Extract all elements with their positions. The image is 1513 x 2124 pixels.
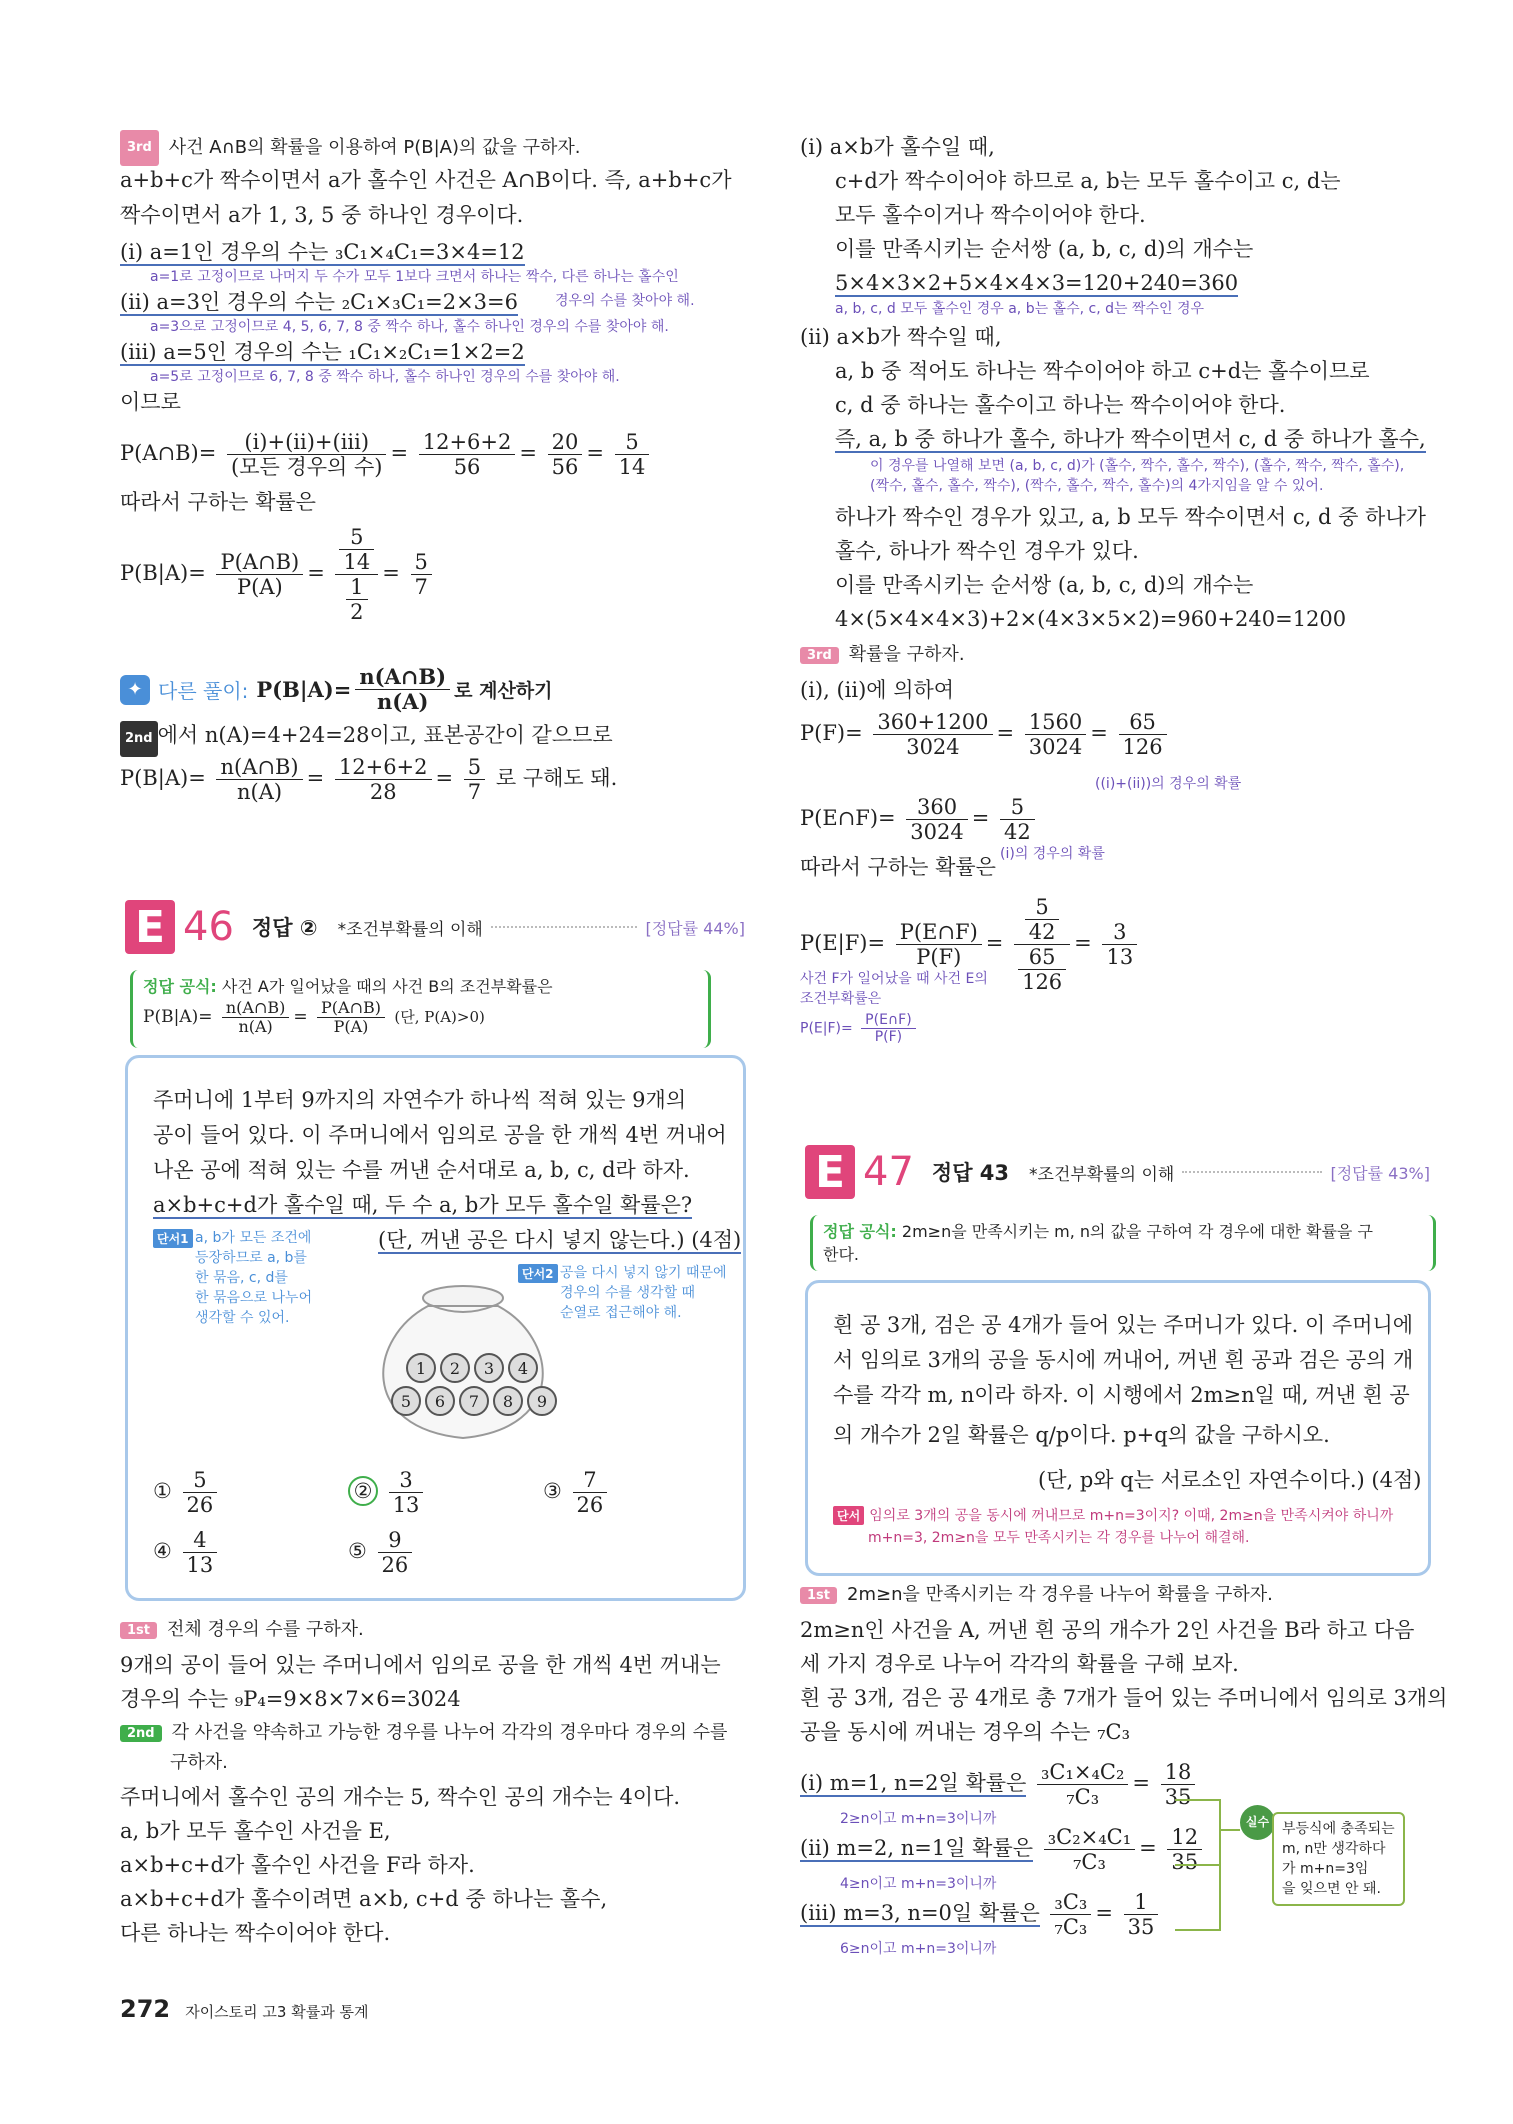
- denominator: [1014, 945, 1070, 994]
- fraction: [464, 755, 485, 804]
- hint-line: 임의로 3개의 공을 동시에 꺼내므로 m+n=3이지? 이때, 2m≥n을 만족시켜야 하니까: [869, 1508, 1394, 1524]
- bracket-connector: [1175, 1790, 1245, 1940]
- fraction: [1050, 1890, 1091, 1939]
- choice-5[interactable]: [348, 1528, 416, 1577]
- paragraph: a+b+c가 짝수이면서 a가 홀수인 사건은 A∩B이다. 즉, a+b+c가: [120, 168, 732, 192]
- equation-line: [835, 266, 1238, 300]
- paragraph: 주머니에서 홀수인 공의 개수는 5, 짝수인 공의 개수는 4이다.: [120, 1785, 681, 1809]
- formula-box: [810, 1215, 1436, 1271]
- fraction: [183, 1468, 218, 1517]
- paragraph: 따라서 구하는 확률은: [800, 855, 996, 879]
- key-text: 즉, a, b 중 하나가 홀수, 하나가 짝수이면서 c, d 중 하나가 홀수,: [835, 427, 1426, 451]
- denominator: 7: [467, 780, 482, 804]
- fraction: [335, 755, 432, 804]
- numerator: 1560: [1025, 710, 1086, 735]
- fraction: [227, 430, 386, 479]
- denominator: n(A): [237, 780, 283, 804]
- fraction: [1102, 920, 1137, 969]
- fraction: [378, 1528, 413, 1577]
- mistake-line: 을 잊으면 안 돼.: [1282, 1881, 1381, 1897]
- paragraph: (i), (ii)에 의하여: [800, 678, 955, 702]
- denominator: 13: [186, 1553, 214, 1577]
- step-badge: 3rd: [120, 130, 159, 166]
- numerator: 3: [389, 1468, 424, 1493]
- fraction: [1018, 945, 1066, 994]
- equation-pab: P(A∩B)= $\frac{\text{(i)+(ii)+(iii)}}{\text{(모든 경우의 수)}}$ = $\frac{12+6+2}{56}$ = $\frac{20}{56}$ = $\frac{5}{14}$: [120, 430, 653, 479]
- step-badge: 1st: [800, 1587, 837, 1604]
- numerator: 20: [548, 430, 583, 455]
- eq-lhs: P(E|F)=: [800, 1020, 853, 1037]
- problem-letter: E: [125, 900, 175, 954]
- case-text: (iii) m=3, n=0일 확률은: [800, 1901, 1040, 1925]
- fraction: [573, 1468, 608, 1517]
- paragraph: [835, 422, 1426, 456]
- step-title: 확률을 구하자.: [848, 644, 965, 665]
- numerator: 5: [339, 525, 374, 550]
- fraction: [1044, 1825, 1135, 1874]
- fraction: [355, 665, 450, 714]
- eq-lhs: P(E∩F)=: [800, 806, 896, 830]
- fraction: [1124, 1890, 1159, 1939]
- fraction: [346, 575, 367, 624]
- note: 2≥n이고 m+n=3이니까: [840, 1811, 997, 1827]
- paragraph: 모두 홀수이거나 짝수이어야 한다.: [835, 203, 1146, 227]
- fraction: [873, 710, 992, 759]
- formula-line1: [143, 974, 698, 997]
- ball: 9: [527, 1386, 557, 1416]
- paragraph: 4×(5×4×4×3)+2×(4×3×5×2)=960+240=1200: [835, 607, 1347, 631]
- choice-number: ⑤: [348, 1539, 367, 1563]
- numerator: 1: [1124, 1890, 1159, 1915]
- fraction: [1025, 710, 1086, 759]
- alt-title-rhs: 로 계산하기: [454, 680, 553, 702]
- dotted-leader: [491, 926, 638, 928]
- denominator: n(A): [377, 689, 429, 714]
- fraction: [1037, 1760, 1128, 1809]
- case-line: [120, 285, 518, 319]
- choice-2[interactable]: [348, 1468, 427, 1517]
- numerator: n(A∩B): [355, 665, 450, 690]
- problem-46-header: [125, 900, 745, 954]
- paragraph: c+d가 짝수이어야 하므로 a, b는 모두 홀수이고 c, d는: [835, 169, 1341, 193]
- choice-1[interactable]: [153, 1468, 221, 1517]
- numerator: (i)+(ii)+(iii): [227, 430, 386, 455]
- step1-heading: [800, 1580, 1273, 1606]
- numerator: n(A∩B): [222, 999, 290, 1018]
- numerator: 5: [615, 430, 650, 455]
- case-text: (i) a=1인 경우의 수는 ₃C₁×₄C₁=3×4=12: [120, 240, 525, 264]
- fraction: [906, 795, 967, 844]
- denominator: P(F): [874, 1029, 903, 1045]
- numerator: 5: [1025, 895, 1060, 920]
- eq-lhs: P(F)=: [800, 721, 863, 745]
- note: (짝수, 홀수, 홀수, 짝수), (짝수, 홀수, 짝수, 홀수)의 4가지임을 알 수 있어.: [870, 478, 1324, 494]
- ball: 3: [474, 1353, 504, 1383]
- fraction: [1000, 795, 1035, 844]
- hint-tag: 단서: [833, 1506, 864, 1525]
- paragraph: a, b 중 적어도 하나는 짝수이어야 하고 c+d는 홀수이므로: [835, 359, 1370, 383]
- book-title: 자이스토리 고3 확률과 통계: [185, 2003, 369, 2021]
- ball: 1: [406, 1353, 436, 1383]
- eq-lhs: P(E|F)=: [800, 931, 886, 955]
- hint-line: 한 묶음, c, d를: [195, 1270, 288, 1286]
- formula-line2: P(B|A)= $\frac{n(A\cap B)}{n(A)}$ = $\frac{P(A\cap B)}{P(A)}$ (단, P(A)>0): [143, 998, 485, 1036]
- alt-text-line: [120, 718, 613, 757]
- choice-4[interactable]: [153, 1528, 221, 1577]
- correct-rate: [정답률 43%]: [1330, 1163, 1430, 1183]
- denominator: 26: [381, 1553, 409, 1577]
- formula-text-cont: 한다.: [823, 1245, 859, 1264]
- answer: 정답 43: [931, 1161, 1010, 1185]
- step-title: 사건 A∩B의 확률을 이용하여 P(B|A)의 값을 구하자.: [168, 137, 581, 158]
- note: 조건부확률은: [800, 991, 882, 1007]
- note: 4≥n이고 m+n=3이니까: [840, 1876, 997, 1892]
- question-line: 의 개수가 2일 확률은 q/p이다. p+q의 값을 구하시오.: [833, 1423, 1330, 1447]
- hint-line: a, b가 모든 조건에: [195, 1230, 312, 1246]
- numerator: 12: [1167, 1825, 1202, 1850]
- denominator: ₇C₃: [1072, 1850, 1106, 1874]
- case-line: (ii) m=2, n=1일 확률은 $\frac{\text{₃C₂×₄C₁}}{\text{₇C₃}}$ = $\frac{12}{35}$: [800, 1825, 1206, 1874]
- ball: 6: [425, 1386, 455, 1416]
- denominator: ₇C₃: [1054, 1915, 1088, 1939]
- eq-lhs: P(A∩B)=: [120, 441, 217, 465]
- formula-condition: (단, P(A)>0): [394, 1008, 485, 1026]
- mistake-note: [1272, 1812, 1405, 1906]
- fraction: [861, 1012, 916, 1045]
- denominator: 2: [350, 600, 364, 624]
- note: 이 경우를 나열해 보면 (a, b, c, d)가 (홀수, 짝수, 홀수, 짝수), (홀수, 짝수, 짝수, 홀수),: [870, 458, 1405, 474]
- numerator: ₃C₃: [1050, 1890, 1091, 1915]
- case-line: [120, 335, 525, 369]
- hint-line: 한 묶음으로 나누어: [195, 1290, 313, 1306]
- balls-row-1: [406, 1353, 538, 1383]
- alt-solution-heading: [120, 665, 553, 714]
- question-condition: (단, 꺼낸 공은 다시 넣지 않는다.) (4점): [378, 1228, 742, 1252]
- denominator: 126: [1022, 970, 1063, 994]
- denominator: 42: [1028, 920, 1056, 944]
- puzzle-icon: ✦: [120, 675, 150, 705]
- denominator: 35: [1171, 1850, 1199, 1874]
- denominator: 3024: [910, 820, 964, 844]
- formula-label: 정답 공식:: [143, 977, 217, 996]
- note: 사건 F가 일어났을 때 사건 E의: [800, 971, 988, 987]
- choice-number: ①: [153, 1479, 172, 1503]
- step1-heading: [120, 1615, 364, 1641]
- question-line: 나온 공에 적혀 있는 수를 꺼낸 순서대로 a, b, c, d라 하자.: [153, 1158, 690, 1182]
- fraction: [216, 755, 302, 804]
- numerator: [1014, 895, 1070, 945]
- question-line: 서 임의로 3개의 공을 동시에 꺼내어, 꺼낸 흰 공과 검은 공의 개: [833, 1348, 1414, 1372]
- denominator: 126: [1122, 735, 1163, 759]
- paragraph: 홀수, 하나가 짝수인 경우가 있다.: [835, 539, 1139, 563]
- paragraph: 세 가지 경우로 나누어 각각의 확률을 구해 보자.: [800, 1652, 1239, 1676]
- formula-line1: [823, 1219, 1423, 1242]
- note: ((i)+(ii))의 경우의 확률: [1095, 776, 1242, 792]
- topic: *조건부확률의 이해: [1029, 1164, 1175, 1185]
- question-line: 공이 들어 있다. 이 주머니에서 임의로 공을 한 개씩 4번 꺼내어: [153, 1123, 727, 1147]
- question-line: [153, 1188, 692, 1222]
- hint-line: 순열로 접근해야 해.: [560, 1305, 682, 1321]
- step3-heading: [120, 130, 581, 166]
- denominator: 13: [1106, 945, 1134, 969]
- case-note: a=3으로 고정이므로 4, 5, 6, 7, 8 중 짝수 하나, 홀수 하나인 경우의 수를 찾아야 해.: [150, 319, 669, 335]
- question-box-46: [125, 1055, 746, 1601]
- case-text: (iii) a=5인 경우의 수는 ₁C₁×₂C₁=1×2=2: [120, 340, 525, 364]
- denominator: 56: [453, 455, 481, 479]
- paragraph: a×b+c+d가 홀수인 사건을 F라 하자.: [120, 1853, 475, 1877]
- problem-letter: E: [805, 1145, 855, 1199]
- problem-number: 46: [183, 904, 234, 950]
- mistake-line: 부등식에 충족되는: [1282, 1821, 1395, 1837]
- eq-lhs: P(B|A)=: [143, 1007, 213, 1027]
- paragraph: a×b+c+d가 홀수이려면 a×b, c+d 중 하나는 홀수,: [120, 1887, 608, 1911]
- compound-fraction: [1014, 895, 1070, 994]
- ball: 8: [493, 1386, 523, 1416]
- paragraph: a, b가 모두 홀수인 사건을 E,: [120, 1819, 391, 1843]
- paragraph: 다른 하나는 짝수이어야 한다.: [120, 1921, 391, 1945]
- case-note: a=5로 고정이므로 6, 7, 8 중 짝수 하나, 홀수 하나인 경우의 수를 찾아야 해.: [150, 369, 620, 385]
- case-text: (ii) a=3인 경우의 수는 ₂C₁×₃C₁=2×3=6: [120, 290, 518, 314]
- denominator: 26: [186, 1493, 214, 1517]
- formula-label: 정답 공식:: [823, 1222, 897, 1241]
- step-title-cont: 구하자.: [170, 1752, 228, 1773]
- numerator: 9: [378, 1528, 413, 1553]
- case-note: a=1로 고정이므로 나머지 두 수가 모두 1보다 크면서 하나는 짝수, 다른 하나는 홀수인: [150, 269, 679, 285]
- denominator: n(A): [238, 1017, 273, 1036]
- numerator: ₃C₂×₄C₁: [1044, 1825, 1135, 1850]
- eq-lhs: P(B|A)=: [120, 561, 206, 585]
- formula-text: 사건 A가 일어났을 때의 사건 B의 조건부확률은: [221, 977, 553, 996]
- numerator: 5: [411, 550, 432, 575]
- fraction: [419, 430, 516, 479]
- numerator: 360: [906, 795, 967, 820]
- numerator: 1: [346, 575, 367, 600]
- correct-rate: [정답률 44%]: [645, 918, 745, 938]
- fraction: [183, 1528, 218, 1577]
- step-title: 각 사건을 약속하고 가능한 경우를 나누어 각각의 경우마다 경우의 수를: [171, 1722, 728, 1743]
- formula-box: [130, 970, 711, 1048]
- paragraph: 짝수이면서 a가 1, 3, 5 중 하나인 경우이다.: [120, 203, 524, 227]
- numerator: 5: [464, 755, 485, 780]
- paragraph: 흰 공 3개, 검은 공 4개로 총 7개가 들어 있는 주머니에서 임의로 3개의: [800, 1686, 1448, 1710]
- denominator: 3024: [906, 735, 960, 759]
- note-formula: [800, 1012, 920, 1045]
- fraction: [548, 430, 583, 479]
- compound-fraction: [335, 525, 378, 624]
- equation-alt: P(B|A)= $\frac{n(A\cap B)}{n(A)}$ = $\frac{12+6+2}{28}$ = $\frac{5}{7}$ 로 구해도 돼.: [120, 755, 618, 804]
- hint-1: [153, 1228, 313, 1326]
- formula-text: 2m≥n을 만족시키는 m, n의 값을 구하여 각 경우에 대한 확률을 구: [901, 1222, 1373, 1241]
- fraction: [1025, 895, 1060, 944]
- numerator: 12+6+2: [335, 755, 432, 780]
- paragraph: c, d 중 하나는 홀수이고 하나는 짝수이어야 한다.: [835, 393, 1286, 417]
- numerator: 18: [1161, 1760, 1196, 1785]
- fraction: [1119, 710, 1167, 759]
- denominator: ₇C₃: [1066, 1785, 1100, 1809]
- step-title: 2m≥n을 만족시키는 각 경우를 나누어 확률을 구하자.: [847, 1584, 1273, 1605]
- fraction: [317, 999, 385, 1036]
- fraction: [339, 525, 374, 574]
- fraction: [222, 999, 290, 1036]
- paragraph: 하나가 짝수인 경우가 있고, a, b 모두 짝수이면서 c, d 중 하나가: [835, 505, 1426, 529]
- case-line: [120, 235, 525, 269]
- fraction: [216, 550, 303, 599]
- step-badge: 3rd: [800, 647, 839, 664]
- denominator: 3024: [1028, 735, 1083, 759]
- hint-text-block: [195, 1228, 312, 1328]
- case-text: (ii) m=2, n=1일 확률은: [800, 1836, 1034, 1860]
- choice-3[interactable]: [543, 1468, 611, 1517]
- numerator: 12+6+2: [419, 430, 516, 455]
- numerator: ₃C₁×₄C₂: [1037, 1760, 1128, 1785]
- paragraph: 9개의 공이 들어 있는 주머니에서 임의로 공을 한 개씩 4번 꺼내는: [120, 1653, 721, 1677]
- numerator: [335, 525, 378, 575]
- numerator: P(A∩B): [317, 999, 385, 1018]
- denominator: 14: [618, 455, 646, 479]
- problem-47-header: [805, 1145, 1430, 1199]
- note: 6≥n이고 m+n=3이니까: [840, 1941, 997, 1957]
- question-line: [378, 1223, 741, 1257]
- case-line: (iii) m=3, n=0일 확률은 $\frac{\text{₃C₃}}{\text{₇C₃}}$ = $\frac{1}{35}$: [800, 1890, 1162, 1939]
- mistake-badge: 실수: [1240, 1805, 1275, 1840]
- question-key-text: a×b+c+d가 홀수일 때, 두 수 a, b가 모두 홀수일 확률은?: [153, 1193, 693, 1217]
- paragraph: 2m≥n인 사건을 A, 꺼낸 흰 공의 개수가 2인 사건을 B라 하고 다음: [800, 1618, 1415, 1642]
- problem-number: 47: [863, 1149, 914, 1195]
- question-line: 수를 각각 m, n이라 하자. 이 시행에서 2m≥n일 때, 꺼낸 흰 공: [833, 1383, 1410, 1407]
- paragraph: 이를 만족시키는 순서쌍 (a, b, c, d)의 개수는: [835, 573, 1254, 597]
- denominator: 13: [392, 1493, 420, 1517]
- denominator: 7: [414, 575, 428, 599]
- fraction: [389, 1468, 424, 1517]
- denominator: P(A): [333, 1017, 369, 1036]
- numerator: n(A∩B): [216, 755, 302, 780]
- case-line: (i) m=1, n=2일 확률은 $\frac{\text{₃C₁×₄C₂}}{\text{₇C₃}}$ = $\frac{18}{35}$: [800, 1760, 1199, 1809]
- denominator: [335, 575, 378, 624]
- question-box-47: [805, 1280, 1431, 1576]
- denominator: P(A): [237, 575, 283, 599]
- hint-line: 등장하므로 a, b를: [195, 1250, 307, 1266]
- dotted-leader: [1182, 1171, 1322, 1173]
- denominator: 56: [551, 455, 579, 479]
- case-text: (i) m=1, n=2일 확률은: [800, 1771, 1027, 1795]
- fraction: [896, 920, 982, 969]
- step-badge: 2nd: [120, 1725, 162, 1742]
- step-title: 전체 경우의 수를 구하자.: [167, 1619, 364, 1640]
- numerator: 4: [183, 1528, 218, 1553]
- choice-number: ③: [543, 1479, 562, 1503]
- equation-pef: P(E∩F)= $\frac{360}{3024}$ = $\frac{5}{42}$: [800, 795, 1039, 844]
- hint-line: 공을 다시 넣지 않기 때문에: [560, 1265, 727, 1281]
- step-badge: 2nd: [120, 721, 158, 757]
- fraction: [615, 430, 650, 479]
- denominator: 14: [343, 550, 371, 574]
- denominator: 35: [1127, 1915, 1155, 1939]
- equation-pe-given-f: P(E|F)= $\frac{P(E\cap F)}{P(F)}$ = $\frac{\frac{5}{42}}{\frac{65}{126}}$ = $\frac{3}{13}$: [800, 895, 1141, 994]
- alt-text: 에서 n(A)=4+24=28이고, 표본공간이 같으므로: [157, 723, 613, 747]
- hint: [833, 1505, 1393, 1525]
- denominator: (모든 경우의 수): [231, 455, 383, 479]
- eq-tail: 로 구해도 돼.: [495, 766, 618, 790]
- choice-number: ④: [153, 1539, 172, 1563]
- paragraph: (ii) a×b가 짝수일 때,: [800, 325, 1002, 349]
- page-number: 272: [120, 1995, 171, 2023]
- choice-number-correct: ②: [348, 1476, 378, 1506]
- ball: 2: [440, 1353, 470, 1383]
- denominator: 28: [369, 780, 397, 804]
- numerator: 65: [1018, 945, 1066, 970]
- denominator: 42: [1004, 820, 1031, 844]
- paragraph: 경우의 수는 ₉P₄=9×8×7×6=3024: [120, 1687, 461, 1711]
- hint-line: m+n=3, 2m≥n을 모두 만족시키는 각 경우를 나누어 해결해.: [868, 1530, 1250, 1546]
- ball: 4: [508, 1353, 538, 1383]
- equation-text: 5×4×3×2+5×4×4×3=120+240=360: [835, 271, 1239, 295]
- hint-tag: 단서1: [153, 1229, 193, 1248]
- equation-pba: P(B|A)= $\frac{P(A\cap B)}{P(A)}$ = $\frac{\frac{5}{14}}{\frac{1}{2}}$ = $\frac{5}{7}$: [120, 525, 436, 624]
- numerator: P(E∩F): [861, 1012, 916, 1029]
- equation-pf: P(F)= $\frac{360+1200}{3024}$ = $\frac{1560}{3024}$ = $\frac{65}{126}$: [800, 710, 1171, 759]
- alt-title-lhs: P(B|A)=: [256, 676, 352, 702]
- paragraph: 공을 동시에 꺼내는 경우의 수는 ₇C₃: [800, 1720, 1130, 1744]
- paragraph: (i) a×b가 홀수일 때,: [800, 135, 995, 159]
- fraction: [411, 550, 432, 599]
- numerator: 3: [1102, 920, 1137, 945]
- numerator: 5: [1000, 795, 1035, 820]
- note: a, b, c, d 모두 홀수인 경우 a, b는 홀수, c, d는 짝수인 경우: [835, 301, 1205, 317]
- numerator: P(E∩F): [896, 920, 982, 945]
- step2-heading: [120, 1718, 727, 1744]
- case-note: 경우의 수를 찾아야 해.: [555, 293, 695, 309]
- balls-row-2: [391, 1386, 557, 1416]
- numerator: 360+1200: [873, 710, 992, 735]
- hint-line: 생각할 수 있어.: [195, 1310, 290, 1326]
- question-line: 주머니에 1부터 9까지의 자연수가 하나씩 적혀 있는 9개의: [153, 1088, 687, 1112]
- question-condition: (단, p와 q는 서로소인 자연수이다.) (4점): [1038, 1468, 1422, 1492]
- step-badge: 1st: [120, 1622, 157, 1639]
- page-footer: [120, 1995, 368, 2023]
- numerator: 7: [573, 1468, 608, 1493]
- alt-label: 다른 풀이:: [158, 679, 249, 703]
- numerator: 65: [1119, 710, 1167, 735]
- answer: 정답 ②: [251, 916, 318, 940]
- paragraph: 따라서 구하는 확률은: [120, 490, 316, 514]
- question-line: 흰 공 3개, 검은 공 4개가 들어 있는 주머니가 있다. 이 주머니에: [833, 1313, 1414, 1337]
- note: (i)의 경우의 확률: [1000, 846, 1105, 862]
- denominator: 35: [1164, 1785, 1192, 1809]
- hint-tag: 단서2: [518, 1264, 558, 1283]
- step3-heading: [800, 640, 965, 666]
- numerator: P(A∩B): [216, 550, 303, 575]
- denominator: 26: [576, 1493, 604, 1517]
- ball: 5: [391, 1386, 421, 1416]
- mistake-line: m, n만 생각하다: [1282, 1841, 1386, 1857]
- denominator: P(F): [916, 945, 962, 969]
- eq-lhs: P(B|A)=: [120, 766, 206, 790]
- mistake-line: 가 m+n=3임: [1282, 1861, 1369, 1877]
- ball: 7: [459, 1386, 489, 1416]
- topic: *조건부확률의 이해: [337, 919, 483, 940]
- paragraph: 이를 만족시키는 순서쌍 (a, b, c, d)의 개수는: [835, 237, 1254, 261]
- paragraph: 이므로: [120, 390, 181, 414]
- numerator: 5: [183, 1468, 218, 1493]
- hint-line: 경우의 수를 생각할 때: [560, 1285, 696, 1301]
